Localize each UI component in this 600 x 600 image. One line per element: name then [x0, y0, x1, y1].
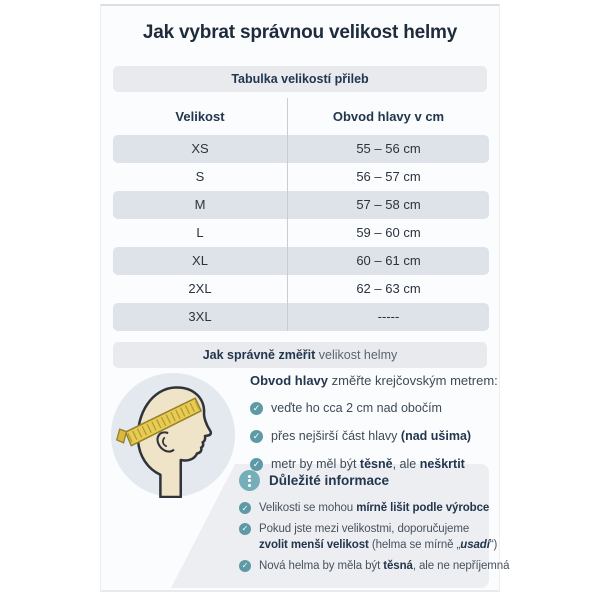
head-measurement-illustration	[110, 372, 236, 498]
range-cell: 60 – 61 cm	[356, 253, 421, 269]
column-header-size: Velikost	[113, 98, 288, 135]
measure-section-header	[113, 342, 487, 368]
table-header-row	[113, 98, 489, 135]
size-cell: S	[113, 163, 288, 191]
measure-step-text: přes nejširší část hlavy (nad ušima)	[271, 429, 472, 443]
measure-intro-bold: Obvod hlavy	[250, 373, 329, 388]
page-title: Jak vybrat správnou velikost helmy	[142, 22, 458, 43]
table-row	[113, 303, 489, 331]
size-table	[113, 98, 489, 331]
check-icon: ✓	[239, 502, 251, 514]
size-cell: L	[113, 219, 288, 247]
table-row	[113, 247, 489, 275]
check-icon: ✓	[239, 560, 251, 572]
head-profile-icon	[110, 372, 236, 498]
measure-step	[250, 400, 496, 417]
important-info-section	[239, 470, 510, 578]
info-item	[239, 521, 497, 554]
measure-section-header-rest: velikost helmy	[315, 347, 398, 362]
measure-section-header-bold: Jak správně změřit	[202, 347, 316, 362]
info-item	[239, 558, 510, 575]
table-row	[113, 191, 489, 219]
measure-step-text: veďte ho cca 2 cm nad obočím	[271, 401, 442, 415]
helmet-size-guide-card	[100, 4, 510, 592]
measure-instructions	[250, 373, 496, 473]
size-cell: XS	[113, 135, 288, 163]
table-section-header: Tabulka velikostí přileb	[113, 66, 487, 92]
column-header-circumference: Obvod hlavy v cm	[332, 108, 445, 124]
measure-step	[250, 428, 496, 445]
info-item-text: Nová helma by měla být těsná, ale ne nepříjemná	[259, 559, 510, 572]
size-cell: XL	[113, 247, 288, 275]
table-row	[113, 135, 489, 163]
range-cell: 57 – 58 cm	[356, 197, 421, 213]
table-row	[113, 275, 489, 303]
check-icon: ✓	[239, 523, 251, 535]
measure-intro-rest: změřte krejčovským metrem:	[328, 373, 498, 388]
info-item-text: Pokud jste mezi velikostmi, doporučujeme zvolit menší velikost (helma se mírně „usadí“)	[259, 522, 498, 551]
measure-step-text: metr by měl být těsně, ale neškrtit	[271, 457, 465, 471]
range-cell: 62 – 63 cm	[356, 281, 421, 297]
size-cell: M	[113, 191, 288, 219]
check-icon: ✓	[250, 458, 263, 471]
check-icon: ✓	[250, 430, 263, 443]
range-cell: 55 – 56 cm	[356, 141, 421, 157]
range-cell: -----	[377, 309, 400, 325]
size-cell: 2XL	[113, 275, 288, 303]
measure-intro	[250, 373, 496, 389]
size-cell: 3XL	[113, 303, 288, 331]
info-item	[239, 500, 497, 517]
info-title: Důležité informace	[269, 473, 390, 488]
table-row	[113, 219, 489, 247]
info-icon	[239, 470, 260, 491]
range-cell: 56 – 57 cm	[356, 169, 421, 185]
range-cell: 59 – 60 cm	[356, 225, 421, 241]
info-items	[239, 500, 510, 574]
check-icon: ✓	[250, 402, 263, 415]
table-row	[113, 163, 489, 191]
info-header	[239, 470, 497, 491]
info-item-text: Velikosti se mohou mírně lišit podle výrobce	[259, 502, 490, 514]
